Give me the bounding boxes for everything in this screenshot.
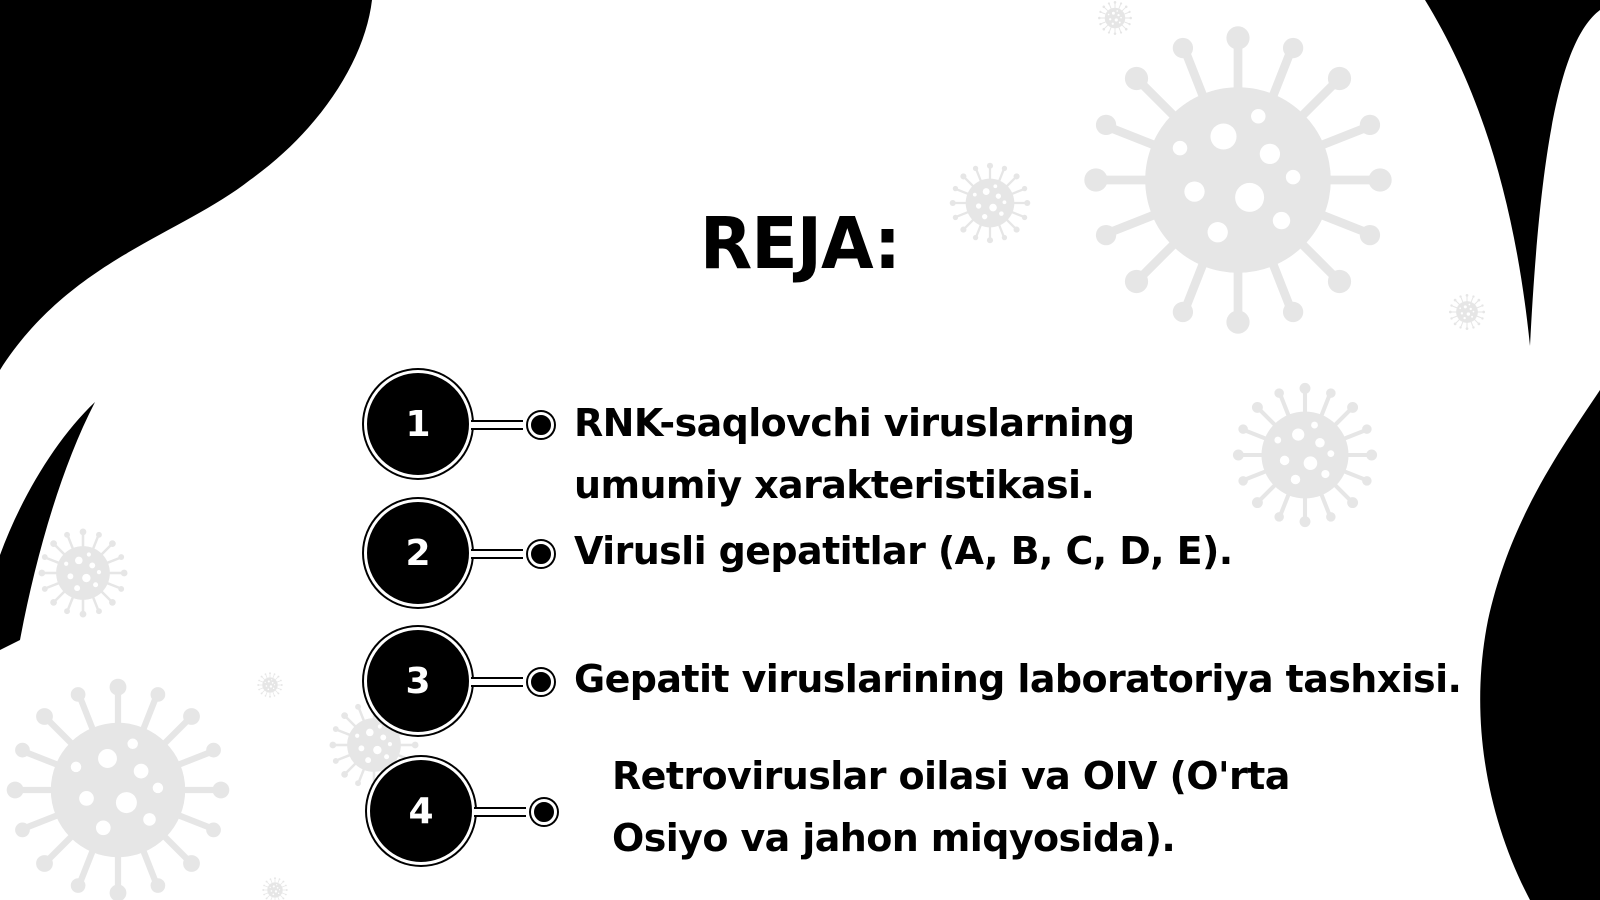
item-text-line2: Osiyo va jahon miqyosida). <box>612 816 1176 860</box>
bullet-dot <box>531 799 557 825</box>
number-badge: 2 <box>364 499 472 607</box>
bullet-dot <box>528 412 554 438</box>
number-badge: 1 <box>364 370 472 478</box>
virus-icon <box>38 528 127 617</box>
number-badge: 4 <box>367 757 475 865</box>
virus-icon <box>262 877 287 900</box>
virus-icon <box>1084 26 1391 333</box>
item-text-line1: Retroviruslar oilasi va OIV (O'rta <box>612 754 1290 798</box>
bottom-right-wave <box>1480 390 1600 900</box>
connector-line <box>474 807 526 817</box>
virus-icon <box>1233 383 1377 527</box>
virus-icon <box>1098 1 1132 35</box>
virus-icon <box>7 679 230 900</box>
item-text-line1: Virusli gepatitlar (A, B, C, D, E). <box>574 529 1233 573</box>
slide-title: REJA: <box>699 203 901 286</box>
virus-icon <box>257 672 282 697</box>
item-text-line1: RNK-saqlovchi viruslarning <box>574 401 1135 445</box>
virus-icon <box>1449 294 1485 330</box>
number-badge: 3 <box>364 627 472 735</box>
item-text-line2: umumiy xarakteristikasi. <box>574 463 1095 507</box>
top-left-wave <box>0 0 372 370</box>
connector-line <box>471 420 523 430</box>
connector-line <box>471 549 523 559</box>
top-right-wave <box>1425 0 1600 346</box>
bullet-dot <box>528 541 554 567</box>
item-text-line1: Gepatit viruslarining laboratoriya tashxisi. <box>574 657 1462 701</box>
bullet-dot <box>528 669 554 695</box>
connector-line <box>471 677 523 687</box>
